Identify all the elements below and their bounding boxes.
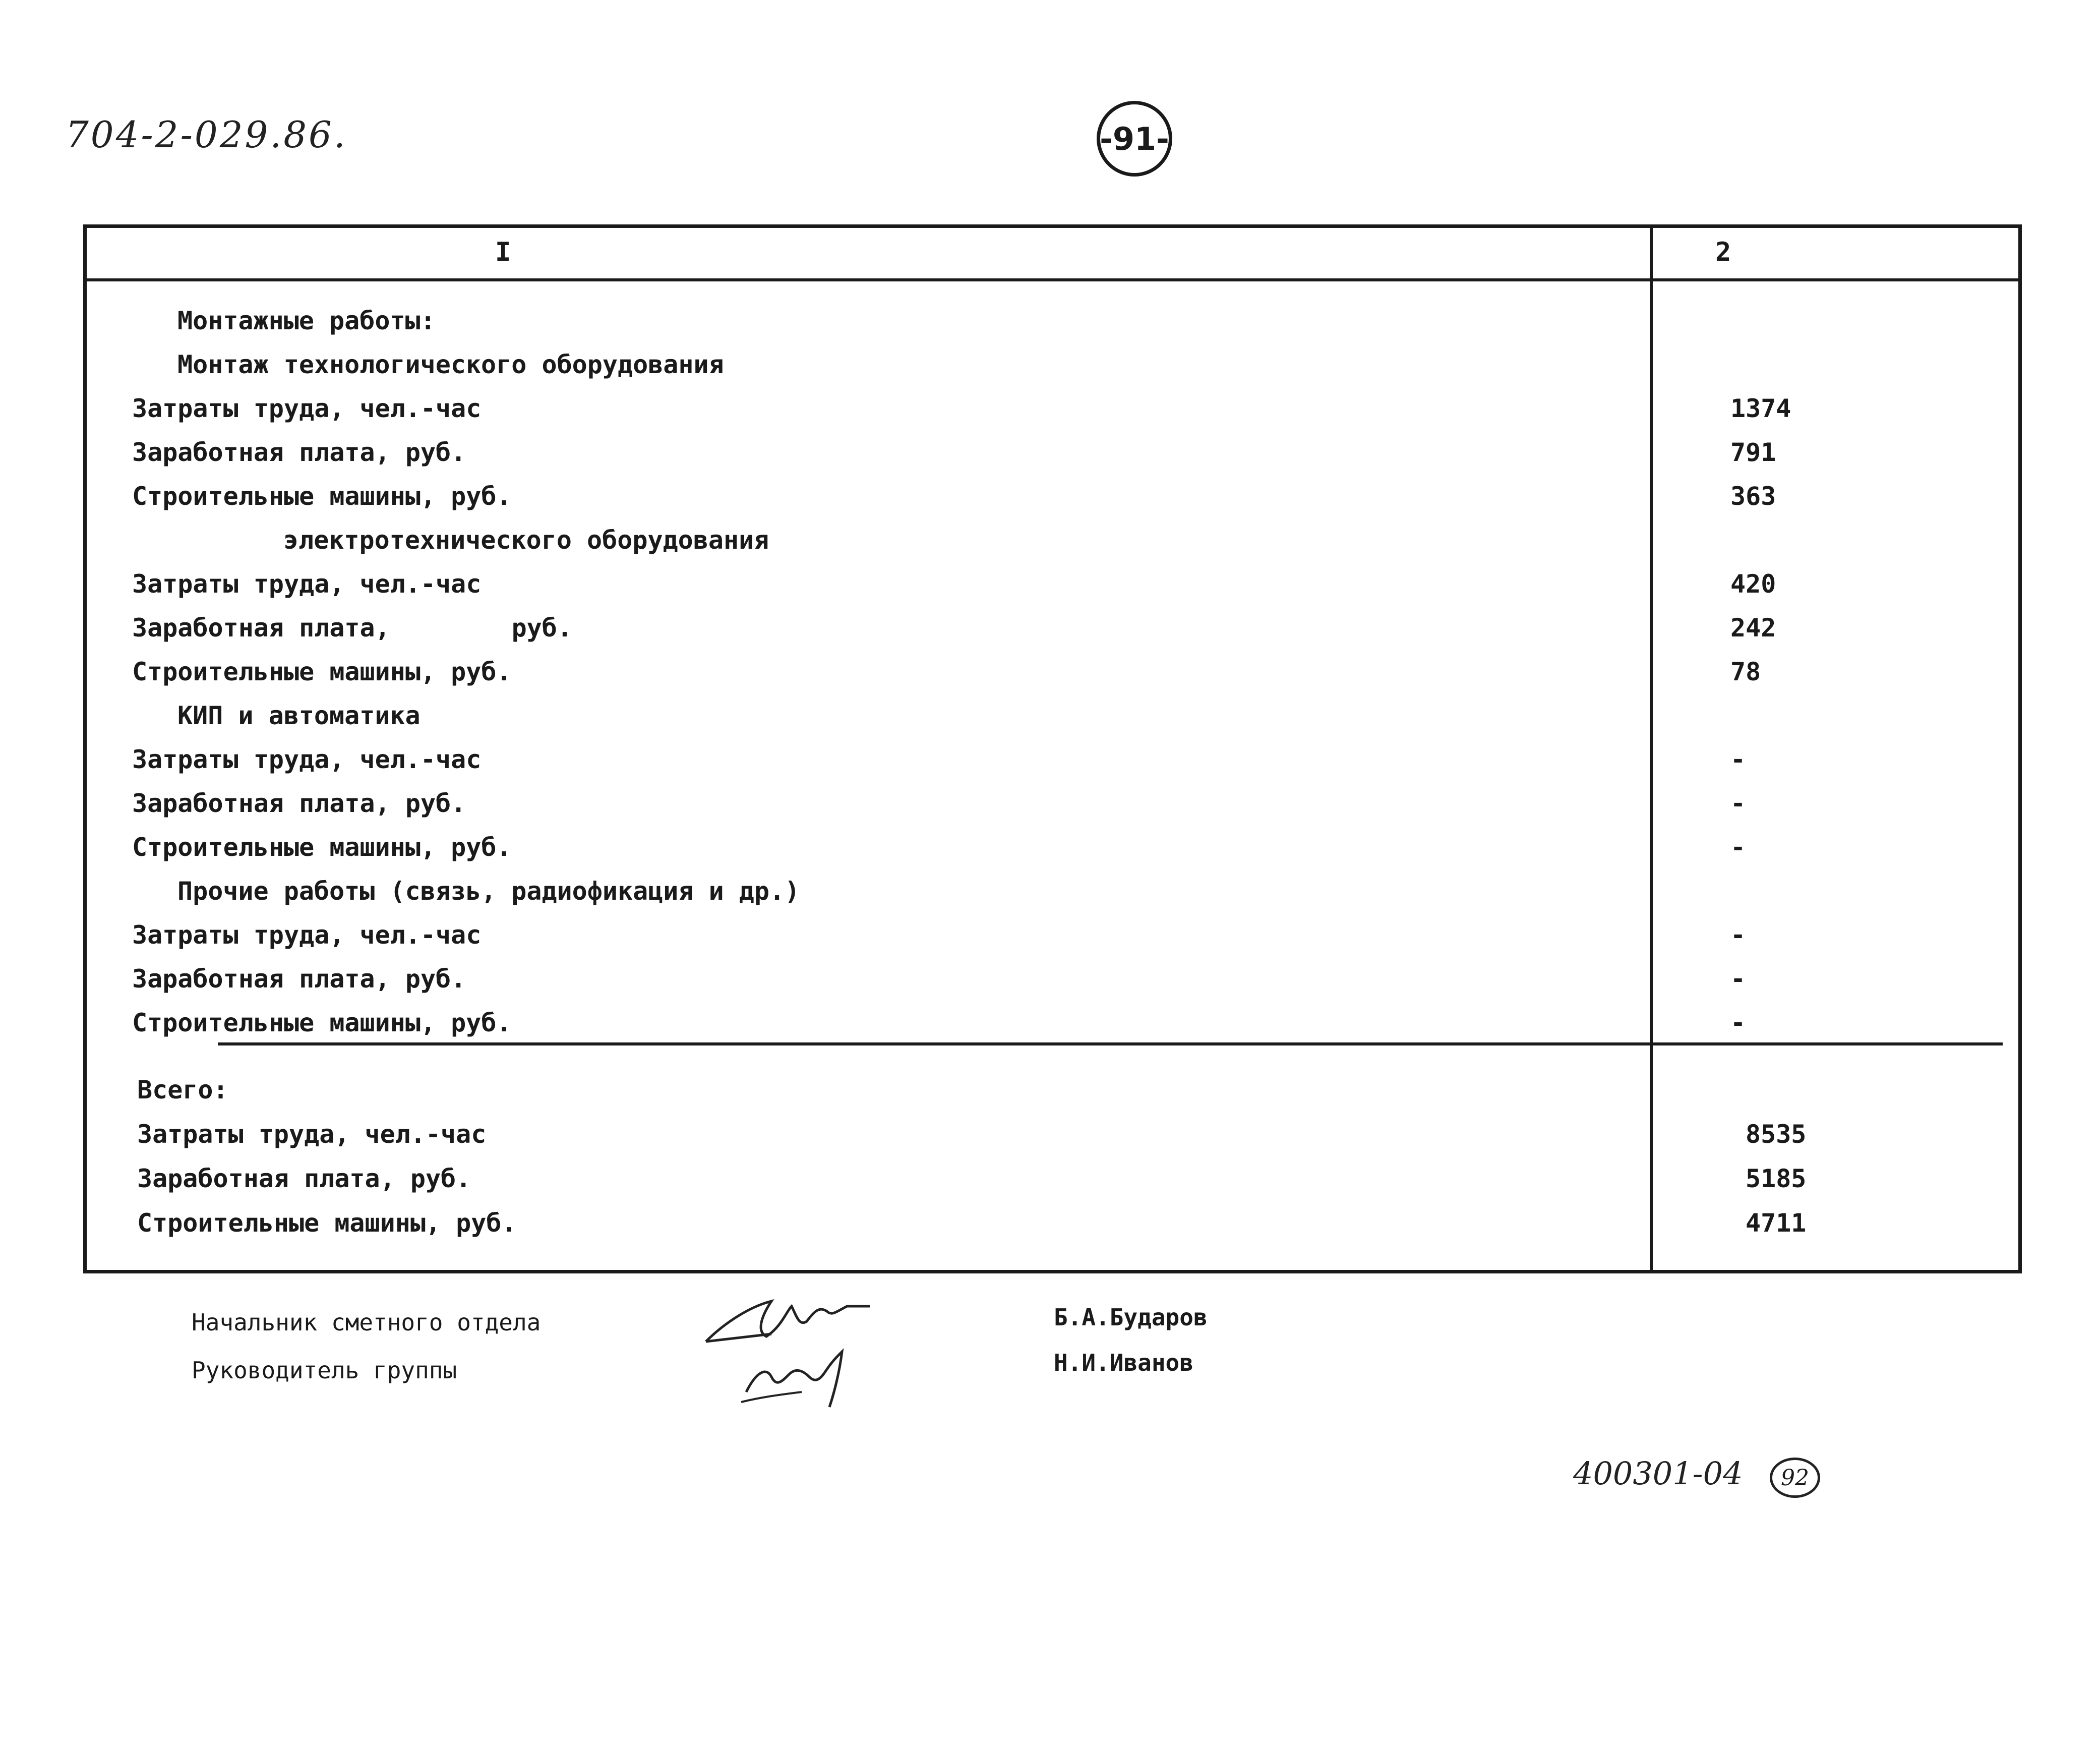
row-label: Строительные машины, руб. [132,833,512,862]
row-label: Строительные машины, руб. [132,1008,512,1037]
row-label: Заработная плата, руб. [132,613,572,643]
column-divider [1650,228,1653,1270]
archive-code: 400301-04 [1573,1455,1743,1492]
handwritten-signature [696,1276,897,1427]
row-label: Прочие работы (связь, радиофикация и др.) [177,877,800,906]
signer-name-1: Б.А.Бударов [1054,1304,1208,1331]
row-label: Затраты труда, чел.-час [132,745,482,774]
row-label: КИП и автоматика [177,701,421,730]
signer-title-1: Начальник сметного отдела [192,1309,541,1336]
row-value: 420 [1730,569,1776,599]
total-label: Затраты труда, чел.-час [137,1120,487,1149]
row-label: Затраты труда, чел.-час [132,394,482,423]
row-value: 78 [1730,657,1761,686]
row-label: Монтажные работы: [177,306,436,335]
row-label: электротехнического оборудования [283,526,769,555]
document-code: 704-2-029.86. [66,113,347,156]
row-value: - [1730,833,1746,862]
total-label: Заработная плата, руб. [137,1164,471,1193]
total-divider [218,1042,2003,1045]
row-label: Строительные машины, руб. [132,482,512,511]
row-value: - [1730,1008,1746,1037]
page-number: -91- [1097,101,1172,177]
row-value: 791 [1730,438,1776,467]
row-value: 363 [1730,482,1776,511]
row-label: Строительные машины, руб. [132,657,512,686]
estimate-table [83,224,2022,1273]
signer-title-2: Руководитель группы [192,1357,457,1384]
row-value: - [1730,964,1746,994]
column-header-2: 2 [1715,237,1731,267]
header-divider [87,278,2018,281]
row-value: 242 [1730,613,1776,643]
row-value: 1374 [1730,394,1791,423]
row-label: Монтаж технологического оборудования [177,350,724,379]
row-value: - [1730,745,1746,774]
row-label: Затраты труда, чел.-час [132,920,482,950]
total-value: 4711 [1746,1208,1807,1238]
column-header-1: I [495,237,511,267]
row-label: Заработная плата, руб. [132,964,466,994]
archive-page-number: 92 [1770,1458,1820,1498]
row-label: Затраты труда, чел.-час [132,569,482,599]
row-value: - [1730,789,1746,818]
row-label: Заработная плата, руб. [132,438,466,467]
total-label: Всего: [137,1075,228,1104]
total-value: 5185 [1746,1164,1807,1193]
signer-name-2: Н.И.Иванов [1054,1349,1193,1376]
row-value: - [1730,920,1746,950]
total-label: Строительные машины, руб. [137,1208,517,1238]
row-label: Заработная плата, руб. [132,789,466,818]
total-value: 8535 [1746,1120,1807,1149]
